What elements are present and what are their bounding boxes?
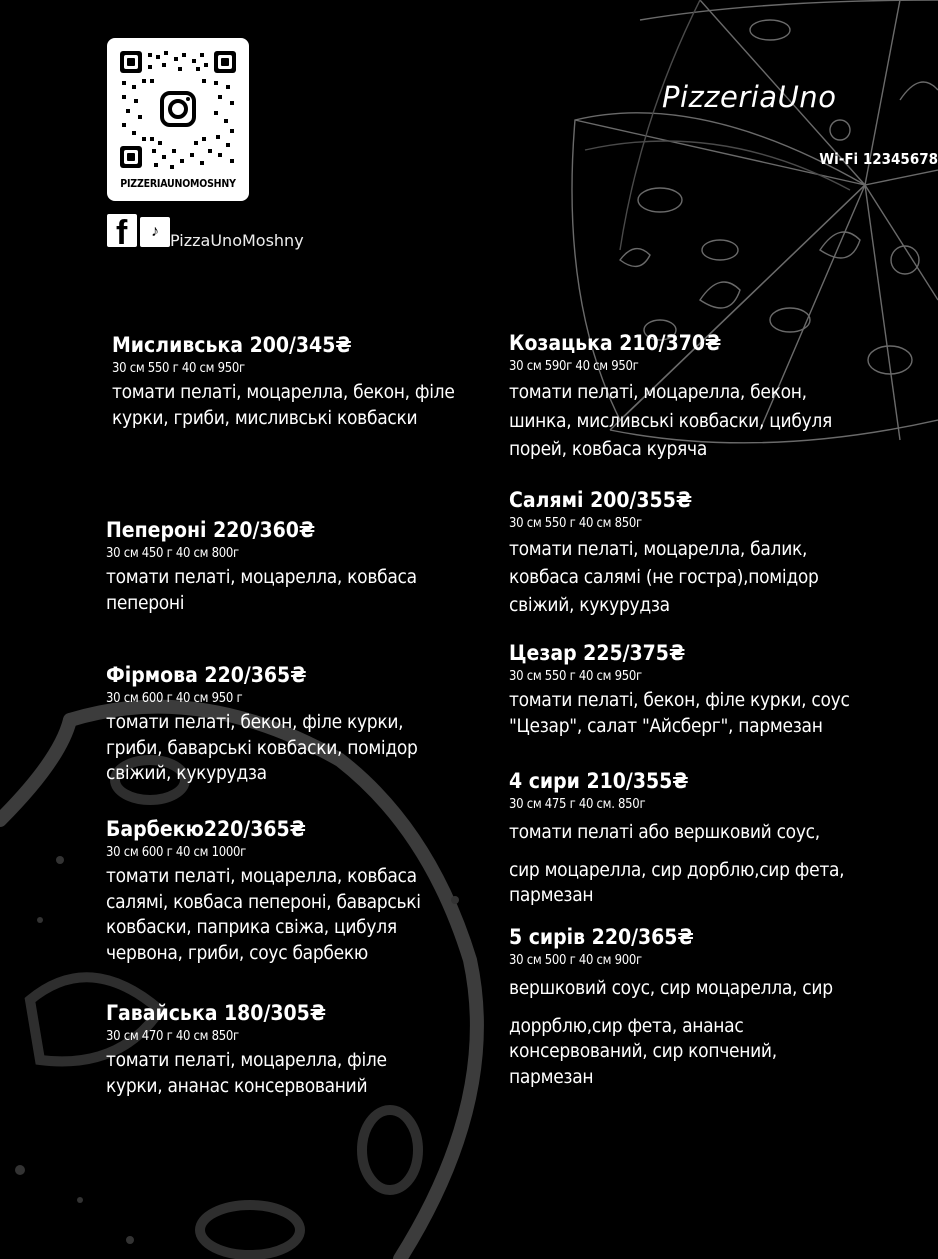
item-name: 4 сири 210/355₴ bbox=[509, 769, 689, 793]
item-sizes: 30 см 475 г 40 см. 850г bbox=[509, 797, 646, 812]
item-ingredients: томати пелаті, бекон, філе курки, гриби, баварські ковбаски, помідор свіжий, кукурудза bbox=[106, 711, 418, 784]
item-name: 5 сирів 220/365₴ bbox=[509, 925, 694, 949]
menu-item bbox=[509, 640, 879, 739]
item-ingredients: томати пелаті або вершковий соус, сир моцарелла, сир дорблю,сир фета, пармезан bbox=[509, 821, 845, 906]
facebook-icon[interactable]: f bbox=[107, 214, 137, 247]
brand-logo: PizzeriaUno bbox=[662, 80, 837, 114]
menu-item bbox=[106, 1000, 416, 1099]
qr-caption: PIZZERIAUNOMOSHNY bbox=[120, 178, 236, 190]
qr-code-icon bbox=[118, 49, 238, 174]
menu-item bbox=[509, 924, 869, 1090]
item-sizes: 30 см 500 г 40 см 900г bbox=[509, 953, 642, 968]
item-name: Цезар 225/375₴ bbox=[509, 641, 686, 665]
item-name: Барбекю220/365₴ bbox=[106, 817, 306, 841]
menu-item bbox=[112, 332, 472, 431]
item-name: Гавайська 180/305₴ bbox=[106, 1001, 327, 1025]
item-name: Мисливська 200/345₴ bbox=[112, 333, 352, 357]
item-name: Козацька 210/370₴ bbox=[509, 331, 722, 355]
item-name: Фірмова 220/365₴ bbox=[106, 663, 307, 687]
item-sizes: 30 см 600 г 40 см 1000г bbox=[106, 845, 247, 860]
item-name: Салямі 200/355₴ bbox=[509, 488, 693, 512]
menu-item bbox=[509, 487, 854, 619]
item-ingredients: томати пелаті, моцарелла, бекон, шинка, мисливські ковбаски, цибуля порей, ковбаса куряча bbox=[509, 381, 833, 460]
menu-item bbox=[106, 816, 451, 966]
item-sizes: 30 см 470 г 40 см 850г bbox=[106, 1029, 239, 1044]
item-sizes: 30 см 550 г 40 см 950г bbox=[112, 361, 245, 376]
menu-item bbox=[509, 768, 879, 909]
item-ingredients: томати пелаті, моцарелла, бекон, філе курки, гриби, мисливські ковбаски bbox=[112, 381, 455, 429]
wifi-password: Wi-Fi 12345678 bbox=[819, 150, 938, 168]
item-sizes: 30 см 550 г 40 см 950г bbox=[509, 669, 642, 684]
item-ingredients: томати пелаті, моцарелла, філе курки, ананас консервований bbox=[106, 1049, 387, 1097]
item-ingredients: томати пелаті, моцарелла, ковбаса салямі, ковбаса пепероні, баварські ковбаски, паприка свіжа, цибуля червона, гриби, соус барбекю bbox=[106, 865, 421, 964]
item-ingredients: томати пелаті, моцарелла, ковбаса пепероні bbox=[106, 566, 417, 614]
menu-item bbox=[509, 330, 869, 464]
menu-item bbox=[106, 517, 451, 616]
item-sizes: 30 см 590г 40 см 950г bbox=[509, 359, 639, 374]
item-sizes: 30 см 550 г 40 см 850г bbox=[509, 516, 642, 531]
item-ingredients: томати пелаті, бекон, філе курки, соус "Цезар", салат "Айсберг", пармезан bbox=[509, 689, 850, 737]
social-handle[interactable]: PizzaUnoMoshny bbox=[170, 231, 304, 250]
item-ingredients: вершковий соус, сир моцарелла, сир доррблю,сир фета, ананас консервований, сир копчений, пармезан bbox=[509, 977, 833, 1088]
item-ingredients: томати пелаті, моцарелла, балик, ковбаса салямі (не гостра),помідор свіжий, кукурудза bbox=[509, 538, 819, 616]
item-sizes: 30 см 450 г 40 см 800г bbox=[106, 546, 239, 561]
item-name: Пепероні 220/360₴ bbox=[106, 518, 316, 542]
qr-code-card[interactable] bbox=[107, 38, 249, 201]
tiktok-icon[interactable]: ♪ bbox=[140, 217, 170, 247]
menu-item bbox=[106, 662, 451, 787]
item-sizes: 30 см 600 г 40 см 950 г bbox=[106, 691, 243, 706]
